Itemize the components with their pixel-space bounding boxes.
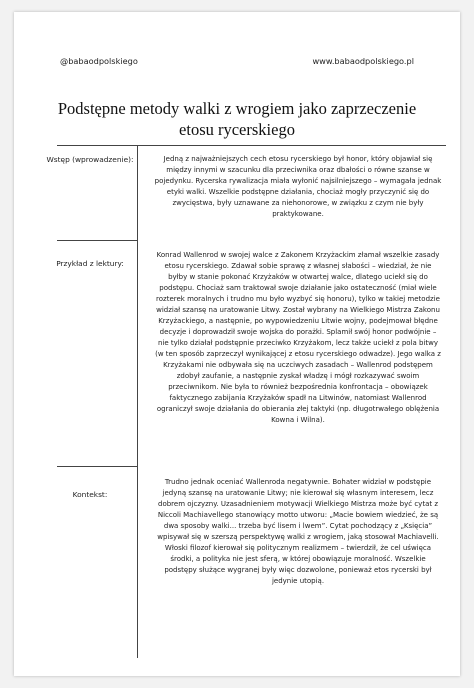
section-divider [57, 240, 137, 241]
document-page [14, 12, 460, 676]
column-divider [137, 145, 138, 658]
section-label: Kontekst: [72, 490, 108, 499]
title-divider [57, 145, 446, 146]
section-content: Konrad Wallenrod w swojej walce z Zakonem Krzyżackim złamał wszelkie zasady etosu rycerskiego. Zdawał sobie sprawę z własnej słabości – wiedział, że nie byłby w stanie pokonać Krzyżaków w otwartej walce, dlatego uciekł się do podstępu. Chociaż sam traktował swoje działanie jako ostateczność (miał wiele rozterek moralnych i trudno mu było wyzbyć się honoru), tylko w takiej metodzie widział szansę na uratowanie Litwy. Został wybrany na Wielkiego Mistrza Zakonu Krzyżackiego, a następnie, po wypowiedzeniu Litwie wojny, podejmował błędne decyzje i doprowadził swoje wojska do porażki. Splamił swój honor podwójnie – nie tylko działał podstępnie przeciwko Krzyżakom, lecz także uciekł z pola bitwy (w ten sposób zaprzeczył wynikającej z etosu rycerskiego odwadze). Jego walka z Krzyżakami nie odbywała się na uczciwych zasadach – Wallenrod podstępem zdobył zaufanie, a następnie zyskał władzę i mógł rozkazywać swoim przeciwnikom. Nie była to również bezpośrednia konfrontacja – obowiązek faktycznego zabijania Krzyżaków spadł na Litwinów, natomiast Wallenrod ograniczył swoje działania do obierania złej taktyki (np. długotrwałego oblężenia Kowna i Wilna). [155, 251, 441, 424]
section-divider [57, 466, 137, 467]
section-content: Jedną z najważniejszych cech etosu rycerskiego był honor, który objawiał się między innymi w szacunku dla przeciwnika oraz dbałości o równe szanse w pojedynku. Rycerska rywalizacja miała wyłonić najsilniejszego – wymagała jednak etyki walki. Wszelkie podstępne działania, chociaż mogły przyczynić się do zwycięstwa, były uznawane za niehonorowe, w związku z czym nie były praktykowane. [154, 155, 442, 218]
section-content: Trudno jednak oceniać Wallenroda negatywnie. Bohater widział w podstępie jedyną szansę na uratowanie Litwy; nie kierował się własnym interesem, lecz dobrem ojczyzny. Uzasadnieniem motywacji Wielkiego Mistrza może być cytat z Niccoli Machiavellego stanowiący motto utworu: „Macie bowiem wiedzieć, że są dwa sposoby walki... trzeba być lisem i lwem”. Cytat pochodzący z „Księcia” wpisywał się w szerszą perspektywę walki z wrogiem, jaką stosował Machiavelli. Włoski filozof kierował się politycznym realizmem – twierdził, że cel uświęca środki, a polityka nie jest sferą, w której obowiązuje moralność. Wszelkie podstępy służące wygranej były więc dozwolone, ponieważ etos rycerski był jedynie utopią. [157, 478, 439, 585]
website-link[interactable]: www.babaodpolskiego.pl [312, 56, 414, 66]
section-label: Przykład z lektury: [56, 259, 124, 268]
section-label: Wstęp (wprowadzenie): [46, 155, 134, 164]
page-title: Podstępne metody walki z wrogiem jako zaprzeczenie etosu rycerskiego [57, 99, 417, 139]
author-handle: @babaodpolskiego [60, 56, 138, 66]
